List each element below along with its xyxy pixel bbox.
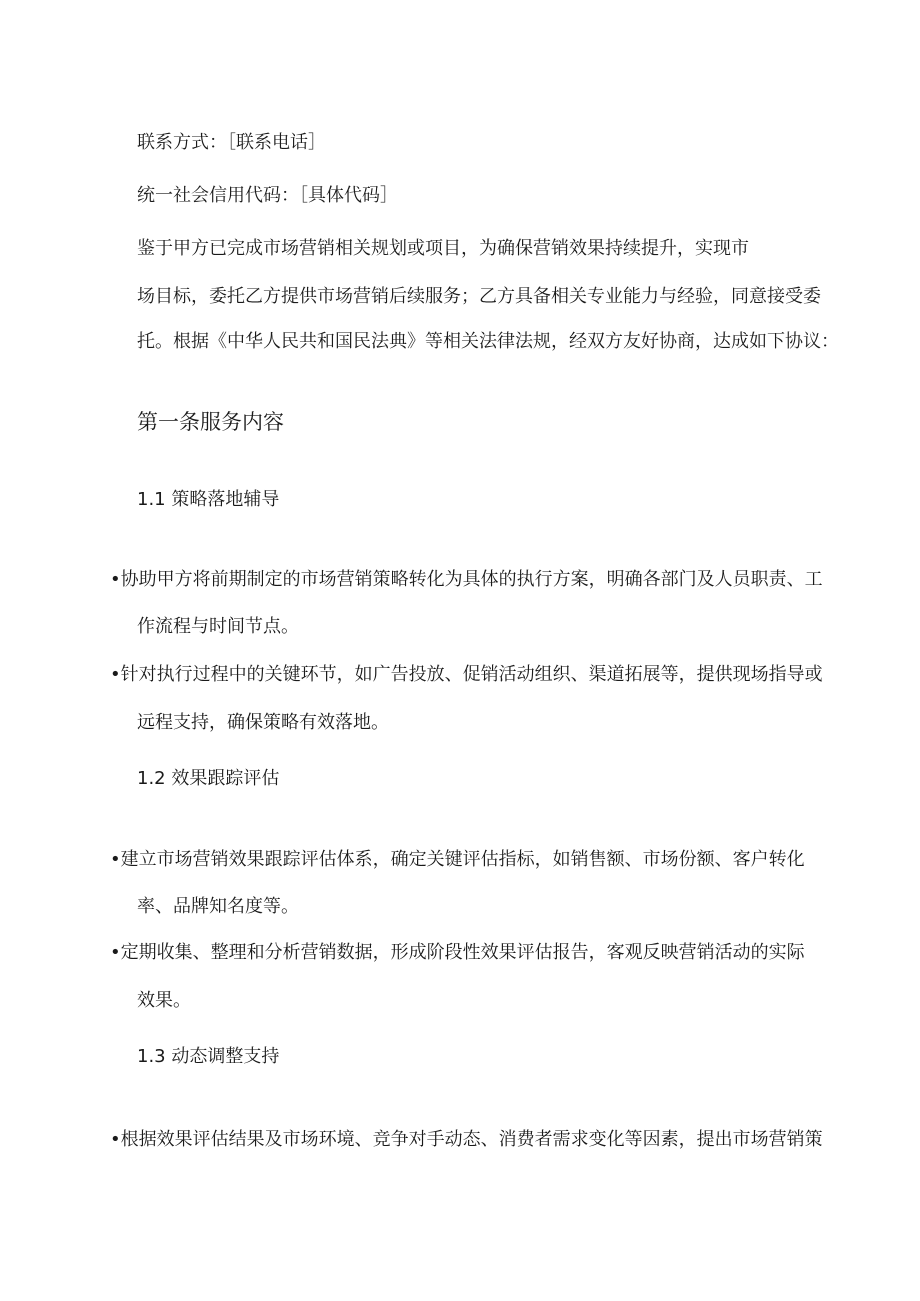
bullet-continuation: 效果。 <box>137 990 191 1011</box>
section-title: 1.1 策略落地辅导 <box>137 489 280 510</box>
bullet-continuation: 率、品牌知名度等。 <box>137 896 299 917</box>
contact-line: 联系方式：［联系电话］ <box>137 132 326 153</box>
bullet-item: •协助甲方将前期制定的市场营销策略转化为具体的执行方案，明确各部门及人员职责、工 <box>110 569 823 590</box>
preamble-line: 托。根据《中华人民共和国民法典》等相关法律法规，经双方友好协商，达成如下协议： <box>137 331 839 352</box>
bullet-item: •建立市场营销效果跟踪评估体系，确定关键评估指标，如销售额、市场份额、客户转化 <box>110 849 805 870</box>
article-title: 第一条服务内容 <box>137 410 284 434</box>
bullet-continuation: 作流程与时间节点。 <box>137 616 299 637</box>
preamble-line: 鉴于甲方已完成市场营销相关规划或项目，为确保营销效果持续提升，实现市 <box>137 238 749 259</box>
section-title: 1.3 动态调整支持 <box>137 1046 280 1067</box>
bullet-item: •定期收集、整理和分析营销数据，形成阶段性效果评估报告，客观反映营销活动的实际 <box>110 942 805 963</box>
bullet-item: •针对执行过程中的关键环节，如广告投放、促销活动组织、渠道拓展等，提供现场指导或 <box>110 664 823 685</box>
bullet-continuation: 远程支持，确保策略有效落地。 <box>137 712 389 733</box>
credit-code-line: 统一社会信用代码：［具体代码］ <box>137 185 398 206</box>
bullet-item: •根据效果评估结果及市场环境、竞争对手动态、消费者需求变化等因素，提出市场营销策 <box>110 1129 823 1150</box>
section-title: 1.2 效果跟踪评估 <box>137 768 280 789</box>
preamble-line: 场目标，委托乙方提供市场营销后续服务；乙方具备相关专业能力与经验，同意接受委 <box>137 286 821 307</box>
